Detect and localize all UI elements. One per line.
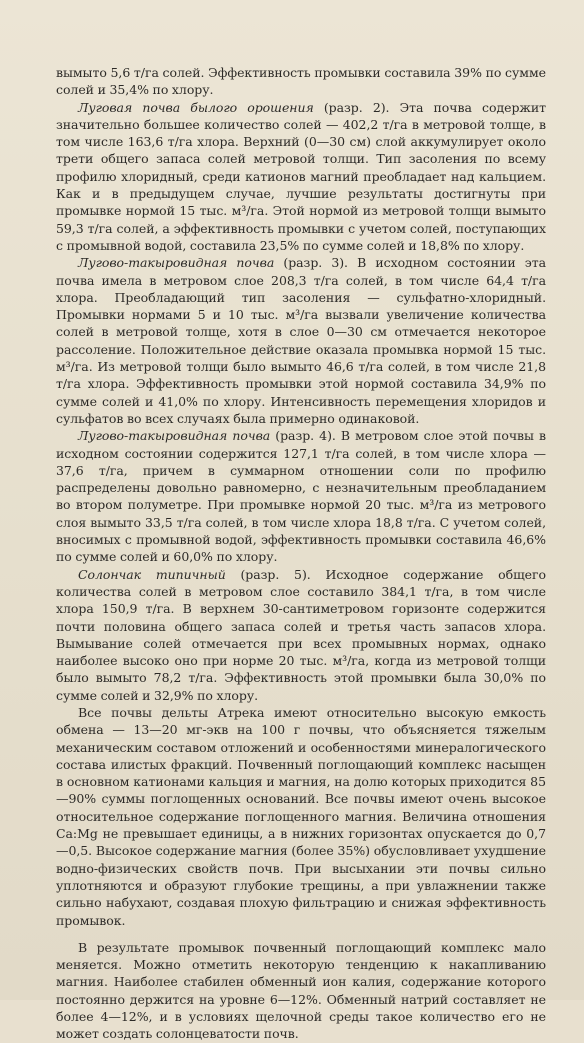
paragraph-solonchak: [56, 566, 546, 704]
paragraph-text: (разр. 3). В исходном состоянии эта почва имела в метровом слое 208,3 т/га солей, в том числе 64,4 т/га хлора. Преобладающий тип засоления — сульфатно-хлоридный. Промывки нормами 5 и 10 тыс. м³/га вызвали увеличение количества солей в метровой толще, хотя в слое 0—30 см отмечается некоторое рассоление. Положительное действие оказала промывка нормой 15 тыс. м³/га. Из метровой толщи было вымыто 46,6 т/га солей, в том числе 21,8 т/га хлора. Эффективность промывки этой нормой составила 34,9% по сумме солей и 41,0% по хлору. Интенсивность перемещения хлоридов и сульфатов во всех случаях была примерно одинаковой.: [56, 255, 546, 426]
paragraph-text: (разр. 2). Эта почва содержит значительно большее количество солей — 402,2 т/га в метровой толще, в том числе 163,6 т/га хлора. Верхний (0—30 см) слой аккумулирует около трети общего запаса солей метровой толщи. Тип засоления по всему профилю хлоридный, среди катионов магний преобладает над кальцием. Как и в предыдущем случае, лучшие результаты достигнуты при промывке нормой 15 тыс. м³/га. Этой нормой из метровой толщи вымыто 59,3 т/га солей, а эффективность промывки с учетом солей, поступающих с промывной водой, составила 23,5% по сумме солей и 18,8% по хлору.: [56, 99, 546, 253]
text-block: [56, 64, 546, 1043]
paragraph-exchange-capacity: [56, 704, 546, 929]
paragraph-text: В результате промывок почвенный поглощающий комплекс мало меняется. Можно отметить некоторую тенденцию к накапливанию магния. Наиболее стабилен обменный ион калия, содержание которого постоянно держится на уровне 6—12%. Обменный натрий составляет не более 4—12%, и в условиях щелочной среды такое количество его не может создать солонцеватости почв.: [56, 939, 546, 1042]
paragraph-text: (разр. 4). В метровом слое этой почвы в исходном состоянии содержится 127,1 т/га солей, в том числе хлора — 37,6 т/га, причем в суммарном отношении соли по профилю распределены довольно равномерно, с незначительным преобладанием во втором полуметре. При промывке нормой 20 тыс. м³/га из метрового слоя вымыто 33,5 т/га солей, в том числе хлора 18,8 т/га. С учетом солей, вносимых с промывной водой, эффективность промывки составила 46,6% по сумме солей и 60,0% по хлору.: [56, 428, 546, 565]
soil-type-heading: Лугово-такыровидная почва: [78, 255, 275, 271]
soil-type-heading: Солончак типичный: [78, 566, 226, 582]
paragraph-results: [56, 939, 546, 1043]
paragraph-meadow-soil: [56, 99, 546, 255]
soil-type-heading: Лугово-такыровидная почва: [78, 428, 271, 444]
paragraph-text: Все почвы дельты Атрека имеют относительно высокую емкость обмена — 13—20 мг-экв на 100 г почвы, что объясняется тяжелым механическим составом отложений и особенностями минералогического состава илистых фракций. Почвенный поглощающий комплекс насыщен в основном катионами кальция и магния, на долю которых приходится 85—90% суммы поглощенных оснований. Все почвы имеют очень высокое относительное содержание поглощенного магния. Величина отношения Ca:Mg не превышает единицы, а в нижних горизонтах опускается до 0,7—0,5. Высокое содержание магния (более 35%) обусловливает ухудшение водно-физических свойств почв. При высыхании эти почвы сильно уплотняются и образуют глубокие трещины, а при увлажнении также сильно набухают, создавая плохую фильтрацию и снижая эффективность промывок.: [56, 704, 546, 928]
paragraph-text: (разр. 5). Исходное содержание общего количества солей в метровом слое составило 384,1 т/га, в том числе хлора 150,9 т/га. В верхнем 30-сантиметровом горизонте содержится почти половина общего запаса солей и третья часть запасов хлора. Вымывание солей отмечается при всех промывных нормах, однако наиболее высоко оно при норме 20 тыс. м³/га, когда из метровой толщи было вымыто 78,2 т/га. Эффективность этой промывки была 30,0% по сумме солей и 32,9% по хлору.: [56, 566, 546, 703]
paragraph-meadow-takyr-soil-4: [56, 427, 546, 565]
paragraph-continuation: [56, 64, 546, 99]
soil-type-heading: Луговая почва былого орошения: [78, 99, 314, 115]
paragraph-text: вымыто 5,6 т/га солей. Эффективность промывки составила 39% по сумме солей и 35,4% по хлору.: [56, 65, 546, 98]
paragraph-meadow-takyr-soil-3: [56, 254, 546, 427]
